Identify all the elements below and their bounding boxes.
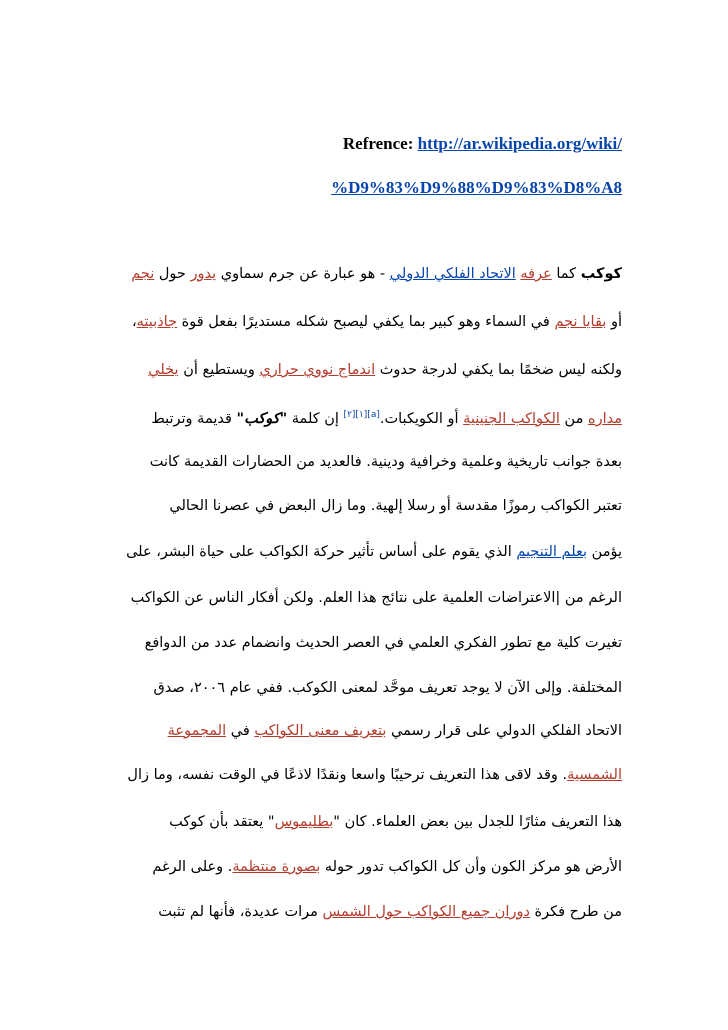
quoted-word: "كوكب"	[236, 410, 288, 427]
link-iau[interactable]: الاتحاد الفلكي الدولي	[389, 266, 516, 282]
text: في السماء وهو كبير بما يكفي ليصبح شكله مستديرًا بفعل قوة	[177, 314, 555, 330]
term-planet: كوكب	[580, 266, 622, 282]
paragraph-line-12	[103, 765, 622, 785]
text: الذي يقوم على أساس تأثير حركة الكواكب على حياة البشر، على	[126, 544, 517, 560]
footnote-refs[interactable]: [a][١][٢]	[343, 410, 380, 420]
link-gravity[interactable]: جاذبيته	[136, 314, 178, 330]
text: الأرض هو مركز الكون وأن كل الكواكب تدور حوله	[320, 859, 622, 875]
link-planet-definition[interactable]: بتعريف معنى الكواكب	[254, 723, 387, 739]
text: - هو عبارة عن جرم سماوي	[216, 266, 390, 282]
paragraph-line-8: الرغم من |الاعتراضات العلمية على نتائج هذا العلم. ولكن أفكار الناس عن الكواكب	[130, 590, 622, 606]
paragraph-line-14	[103, 857, 622, 877]
reference-line-2	[0, 178, 622, 198]
paragraph-line-3	[103, 360, 622, 380]
text: في	[226, 723, 255, 739]
reference-url-link-continued[interactable]: %D9%83%D9%88%D9%83%D8%A8	[331, 178, 622, 197]
paragraph-line-4	[103, 405, 622, 429]
text: إن كلمة	[287, 410, 344, 427]
link-star[interactable]: نجم	[131, 266, 155, 282]
text: أو	[606, 314, 622, 330]
text: حول	[154, 266, 191, 282]
paragraph-line-10: المختلفة. وإلى الآن لا يوجد تعريف موحَّد لمعنى الكوكب. ففي عام ٢٠٠٦، صدق	[153, 680, 622, 696]
reference-url-link[interactable]: http://ar.wikipedia.org/wiki/	[417, 134, 622, 153]
text: من طرح فكرة	[529, 904, 622, 920]
text: ولكنه ليس ضخمًا بما يكفي لدرجة حدوث	[375, 362, 622, 378]
text: مرات عديدة، فأنها لم تثبت	[158, 904, 323, 920]
reference-label: Refrence:	[342, 134, 414, 153]
link-orbits[interactable]: يدور	[190, 266, 217, 282]
paragraph-line-6: تعتبر الكواكب رموزًا مقدسة أو رسلا إلهية. وما زال البعض في عصرنا الحالي	[169, 498, 622, 514]
link-planetesimals[interactable]: الكواكب الجنينية	[463, 410, 560, 427]
link-defined[interactable]: عرفه	[520, 266, 552, 282]
paragraph-line-13	[103, 812, 622, 832]
link-heliocentrism[interactable]: دوران جميع الكواكب حول الشمس	[322, 904, 530, 920]
link-orbit[interactable]: مداره	[587, 410, 622, 427]
link-solar-system-continued[interactable]: الشمسية	[567, 767, 622, 783]
text: يؤمن	[587, 544, 622, 560]
paragraph-line-9: تغيرت كلية مع تطور الفكري العلمي في العصر الحديث وانضمام عدد من الدوافع	[144, 635, 622, 651]
text: . وعلى الرغم	[152, 859, 233, 875]
text: أو الكويكبات.	[379, 410, 464, 427]
text: كما	[551, 266, 581, 282]
text: " يعتقد بأن كوكب	[169, 814, 275, 830]
link-clear-orbit[interactable]: يخلي	[148, 362, 179, 378]
text: . وقد لاقى هذا التعريف ترحيبًا واسعا ونقدًا لاذعًا في الوقت نفسه، وما زال	[127, 767, 568, 783]
reference-line-1	[0, 134, 622, 154]
link-stellar-remnant[interactable]: بقايا نجم	[554, 314, 607, 330]
text: ويستطيع أن	[178, 362, 260, 378]
link-thermonuclear-fusion[interactable]: اندماج نووي حراري	[259, 362, 376, 378]
text: هذا التعريف مثارًا للجدل بين بعض العلماء. كان	[339, 814, 622, 830]
paragraph-line-2	[103, 312, 622, 332]
text: قديمة وترتبط	[151, 410, 237, 427]
link-ptolemy[interactable]: بطليموس	[274, 814, 334, 830]
text: "	[333, 814, 340, 830]
text: الاتحاد الفلكي الدولي على قرار رسمي	[386, 723, 622, 739]
paragraph-line-5: بعدة جوانب تاريخية وعلمية وخرافية ودينية. فالعديد من الحضارات القديمة كانت	[149, 454, 622, 470]
link-regular-motion[interactable]: بصورة منتظمة	[232, 859, 321, 875]
paragraph-line-11	[103, 721, 622, 741]
paragraph-line-7	[103, 542, 622, 562]
link-solar-system[interactable]: المجموعة	[167, 723, 227, 739]
paragraph-line-1	[103, 264, 622, 284]
link-astrology[interactable]: بعلم التنجيم	[516, 544, 588, 560]
paragraph-line-15	[103, 902, 622, 922]
text: ،	[131, 314, 137, 330]
text: من	[559, 410, 588, 427]
